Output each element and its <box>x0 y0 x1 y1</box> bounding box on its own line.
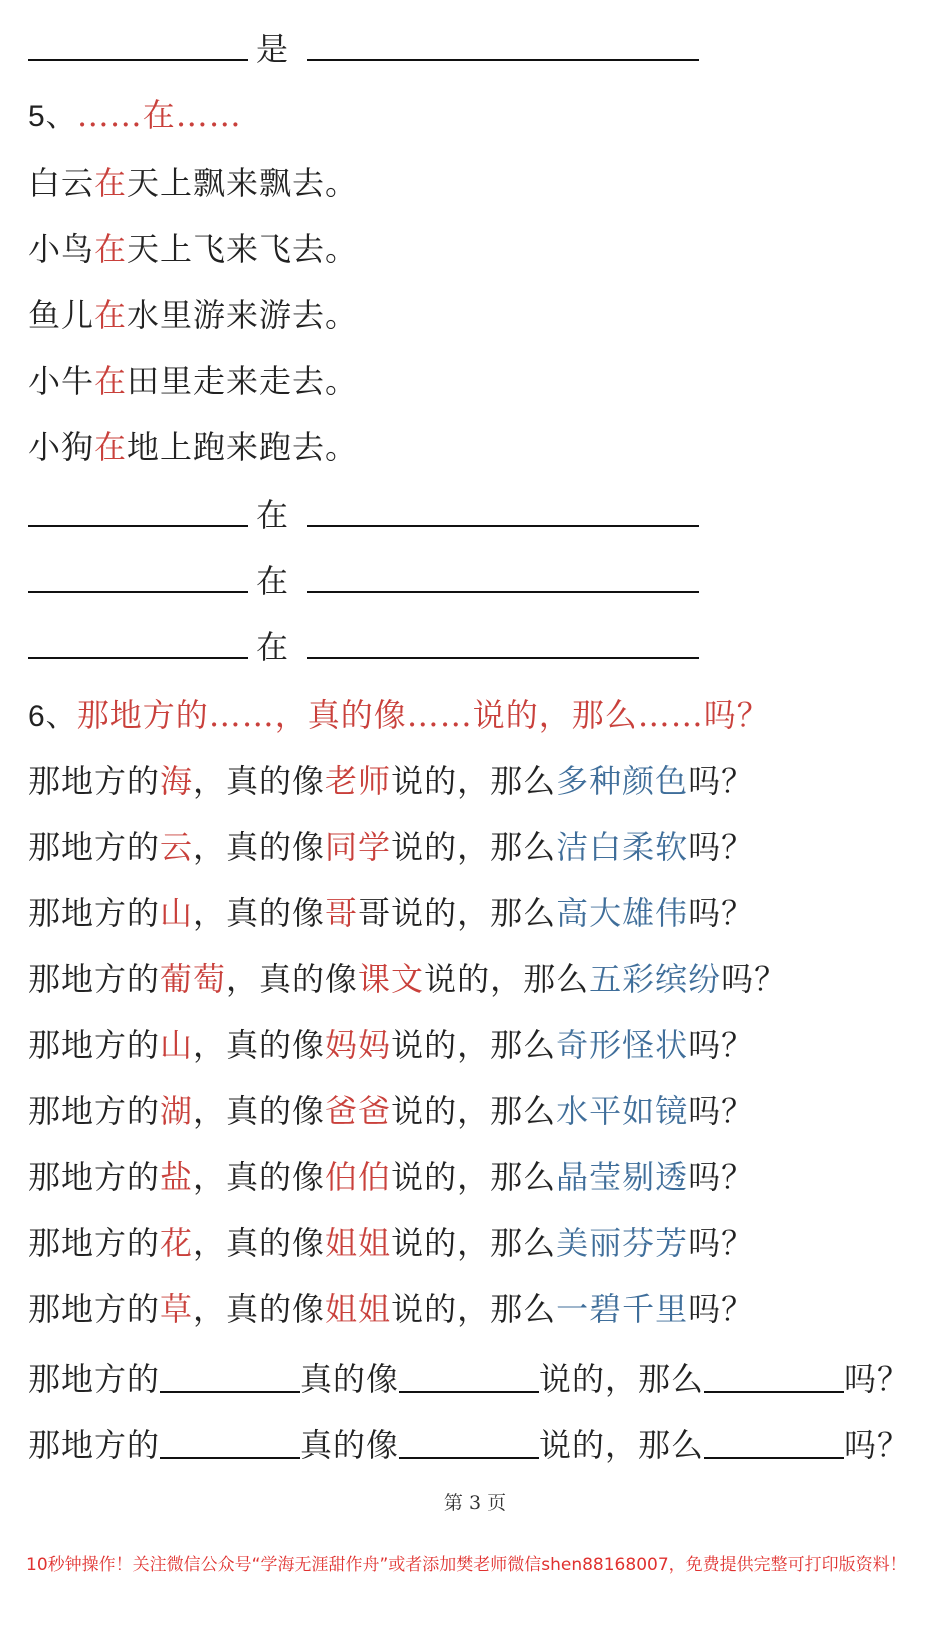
description-highlight: 晶莹剔透 <box>556 1158 689 1196</box>
example-sentence: 那地方的 草 ，真的像 姐姐 说的，那么 一碧千里 吗？ <box>28 1282 754 1332</box>
speaker-highlight: 妈妈 <box>325 1026 392 1064</box>
answer-blank[interactable] <box>307 33 699 61</box>
fill-keyword: 是 <box>256 30 290 68</box>
example-sentence: 那地方的 云 ，真的像 同学 说的，那么 洁白柔软 吗？ <box>28 820 754 870</box>
speaker-highlight: 老师 <box>325 762 392 800</box>
example-sentence: 那地方的 山 ，真的像 哥 哥 说的，那么 高大雄伟 吗？ <box>28 886 754 936</box>
section-6-heading <box>28 688 770 738</box>
subject-highlight: 草 <box>160 1290 194 1328</box>
answer-blank[interactable] <box>28 565 248 593</box>
answer-blank[interactable] <box>160 1361 300 1393</box>
section-number: 5、 <box>28 100 77 133</box>
subject-highlight: 湖 <box>160 1092 194 1130</box>
subject-highlight: 山 <box>160 894 194 932</box>
answer-blank[interactable] <box>307 499 699 527</box>
fill-keyword: 在 <box>256 628 290 666</box>
fill-keyword: 在 <box>256 562 290 600</box>
answer-blank[interactable] <box>307 631 699 659</box>
speaker-highlight: 爸爸 <box>325 1092 392 1130</box>
answer-blank[interactable] <box>28 631 248 659</box>
sentence-pattern: ……在…… <box>76 96 242 134</box>
answer-blank[interactable] <box>399 1361 539 1393</box>
example-sentence: 那地方的 山 ，真的像 妈妈 说的，那么 奇形怪状 吗？ <box>28 1018 754 1068</box>
description-highlight: 奇形怪状 <box>556 1026 689 1064</box>
description-highlight: 高大雄伟 <box>556 894 689 932</box>
example-sentence: 那地方的 盐 ，真的像 伯伯 说的，那么 晶莹剔透 吗？ <box>28 1150 754 1200</box>
answer-blank[interactable] <box>307 565 699 593</box>
keyword-highlight: 在 <box>94 164 128 202</box>
fill-line-pattern: 那地方的 真的像 说的，那么 吗？ <box>28 1360 911 1398</box>
example-sentence: 那地方的 海 ，真的像 老师 说的，那么 多种颜色 吗？ <box>28 754 754 804</box>
subject-highlight: 海 <box>160 762 194 800</box>
fill-line-shi <box>28 22 699 72</box>
answer-blank[interactable] <box>28 33 248 61</box>
fill-keyword: 在 <box>256 496 290 534</box>
subject-highlight: 云 <box>160 828 194 866</box>
speaker-highlight: 同学 <box>325 828 392 866</box>
subject-highlight: 葡萄 <box>160 960 227 998</box>
description-highlight: 洁白柔软 <box>556 828 689 866</box>
fill-line-zai <box>28 620 699 670</box>
example-sentence: 小牛 在 田里走来走去。 <box>28 354 358 404</box>
fill-line-zai <box>28 554 699 604</box>
subject-highlight: 盐 <box>160 1158 194 1196</box>
example-sentence: 那地方的 花 ，真的像 姐姐 说的，那么 美丽芬芳 吗？ <box>28 1216 754 1266</box>
answer-blank[interactable] <box>28 499 248 527</box>
description-highlight: 多种颜色 <box>556 762 689 800</box>
answer-blank[interactable] <box>399 1427 539 1459</box>
description-highlight: 一碧千里 <box>556 1290 689 1328</box>
example-sentence: 鱼儿 在 水里游来游去。 <box>28 288 358 338</box>
subject-highlight: 山 <box>160 1026 194 1064</box>
speaker-highlight: 课文 <box>358 960 425 998</box>
fill-line-zai <box>28 488 699 538</box>
description-highlight: 美丽芬芳 <box>556 1224 689 1262</box>
example-sentence: 小鸟 在 天上飞来飞去。 <box>28 222 358 272</box>
answer-blank[interactable] <box>160 1427 300 1459</box>
answer-blank[interactable] <box>704 1427 844 1459</box>
example-sentence: 那地方的 葡萄 ，真的像 课文 说的，那么 五彩缤纷 吗？ <box>28 952 787 1002</box>
speaker-highlight: 伯伯 <box>325 1158 392 1196</box>
keyword-highlight: 在 <box>94 230 128 268</box>
keyword-highlight: 在 <box>94 428 128 466</box>
speaker-highlight: 哥 <box>325 894 359 932</box>
answer-blank[interactable] <box>704 1361 844 1393</box>
speaker-highlight: 姐姐 <box>325 1224 392 1262</box>
sentence-pattern: 那地方的……，真的像……说的，那么……吗？ <box>76 696 770 734</box>
section-number: 6、 <box>28 700 77 733</box>
description-highlight: 五彩缤纷 <box>589 960 722 998</box>
description-highlight: 水平如镜 <box>556 1092 689 1130</box>
fill-line-pattern: 那地方的 真的像 说的，那么 吗？ <box>28 1426 911 1464</box>
keyword-highlight: 在 <box>94 362 128 400</box>
subject-highlight: 花 <box>160 1224 194 1262</box>
section-5-heading <box>28 88 242 138</box>
speaker-highlight: 姐姐 <box>325 1290 392 1328</box>
keyword-highlight: 在 <box>94 296 128 334</box>
footer-promo-text: 10秒钟操作！关注微信公众号“学海无涯甜作舟”或者添加樊老师微信shen88168007，免费提供完整可打印版资料！ <box>26 1555 907 1575</box>
page-number: 第 3 页 <box>443 1492 507 1514</box>
example-sentence: 白云 在 天上飘来飘去。 <box>28 156 358 206</box>
example-sentence: 小狗 在 地上跑来跑去。 <box>28 420 358 470</box>
example-sentence: 那地方的 湖 ，真的像 爸爸 说的，那么 水平如镜 吗？ <box>28 1084 754 1134</box>
